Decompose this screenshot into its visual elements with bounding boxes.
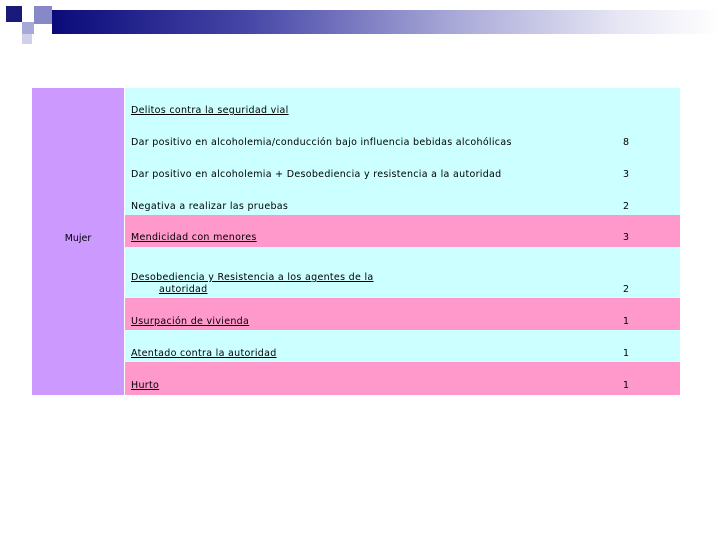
table-row [125, 152, 680, 184]
table-row [125, 362, 680, 395]
decorative-square [22, 34, 32, 44]
row-value: 3 [623, 232, 630, 243]
group-cell [32, 88, 125, 395]
row-label: Mendicidad con menores [131, 232, 257, 243]
table-row [125, 330, 680, 362]
row-value: 2 [623, 201, 630, 212]
table-row [125, 184, 680, 215]
row-value: 1 [623, 316, 630, 327]
table-row [125, 120, 680, 152]
row-label: Atentado contra la autoridad [131, 348, 277, 359]
header-label: Delitos contra la seguridad vial [131, 105, 289, 116]
group-label: Mujer [64, 233, 92, 244]
row-label: Dar positivo en alcoholemia/conducción bajo influencia bebidas alcohólicas [131, 137, 512, 148]
row-label-line1: Desobediencia y Resistencia a los agentes de la [131, 272, 374, 283]
header-gradient-bar [52, 10, 720, 34]
decorative-square [34, 6, 52, 24]
decorative-square [22, 22, 34, 34]
table-row [125, 215, 680, 247]
row-value: 8 [623, 137, 630, 148]
table-header-row [125, 88, 680, 120]
row-value: 1 [623, 380, 630, 391]
row-label: Negativa a realizar las pruebas [131, 201, 289, 212]
decorative-square [6, 6, 22, 22]
row-label-line2: autoridad [159, 284, 208, 295]
row-label: Usurpación de vivienda [131, 316, 250, 327]
row-value: 1 [623, 348, 630, 359]
row-value: 3 [623, 169, 630, 180]
table-row [125, 247, 680, 298]
row-label: Hurto [131, 380, 160, 391]
row-value: 2 [623, 284, 630, 295]
offenses-table [32, 88, 680, 395]
row-label: Dar positivo en alcoholemia + Desobediencia y resistencia a la autoridad [131, 169, 502, 180]
table-row [125, 298, 680, 330]
